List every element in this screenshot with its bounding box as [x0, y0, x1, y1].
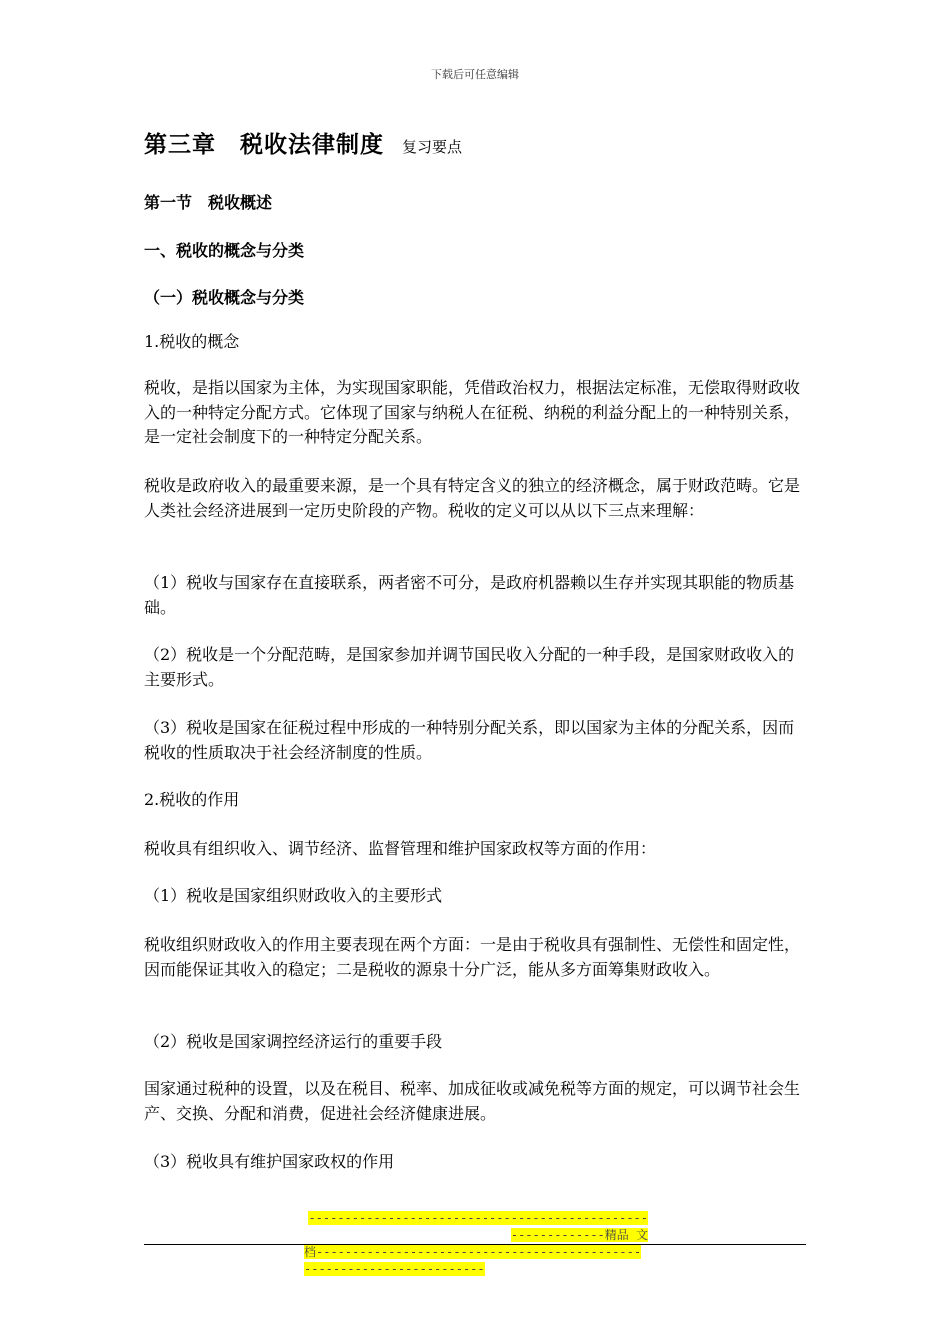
item-title-role: 2.税收的作用 — [144, 790, 240, 809]
chapter-main-title: 第三章 税收法律制度 — [144, 132, 384, 158]
point-1: （1）税收与国家存在直接联系，两者密不可分，是政府机器赖以生存并实现其职能的物质基础。 — [144, 573, 795, 617]
item-title-concept: 1.税收的概念 — [144, 332, 240, 351]
header-note: 下载后可任意编辑 — [431, 68, 519, 81]
chapter-subtitle: 复习要点 — [402, 138, 463, 156]
paragraph-roles: 税收具有组织收入、调节经济、监督管理和维护国家政权等方面的作用： — [144, 839, 657, 858]
paragraph-definition: 税收，是指以国家为主体，为实现国家职能，凭借政治权力，根据法定标准，无偿取得财政收入的一种特定分配方式。它体现了国家与纳税人在征税、纳税的利益分配上的一种特别关系，是一定社会制度下的一种特定分配关系。 — [144, 378, 801, 446]
point-2: （2）税收是一个分配范畴，是国家参加并调节国民收入分配的一种手段，是国家财政收入的主要形式。 — [144, 645, 795, 689]
role-2: （2）税收是国家调控经济运行的重要手段 — [144, 1032, 443, 1051]
footer-rule — [144, 1244, 806, 1245]
footer-line-1: ------------------------------------------------------------精品 文 — [308, 1211, 648, 1242]
section-heading: 第一节 税收概述 — [144, 193, 273, 212]
chapter-title — [144, 126, 462, 159]
paragraph-role-2: 国家通过税种的设置，以及在税目、税率、加成征收或减免税等方面的规定，可以调节社会生产、交换、分配和消费，促进社会经济健康进展。 — [144, 1079, 801, 1123]
paragraph-source: 税收是政府收入的最重要来源，是一个具有特定含义的独立的经济概念，属于财政范畴。它是人类社会经济进展到一定历史阶段的产物。税收的定义可以从以下三点来理解： — [144, 476, 801, 520]
paragraph-role-1: 税收组织财政收入的作用主要表现在两个方面：一是由于税收具有强制性、无偿性和固定性，因而能保证其收入的稳定；二是税收的源泉十分广泛，能从多方面筹集财政收入。 — [144, 935, 801, 979]
role-1: （1）税收是国家组织财政收入的主要形式 — [144, 886, 443, 905]
footer-line-2: 档---------------------------------------------------------------------- — [304, 1245, 642, 1276]
role-3: （3）税收具有维护国家政权的作用 — [144, 1152, 395, 1171]
heading-level-1: 一、税收的概念与分类 — [144, 241, 305, 260]
heading-level-2: （一）税收概念与分类 — [144, 288, 305, 307]
point-3: （3）税收是国家在征税过程中形成的一种特别分配关系，即以国家为主体的分配关系，因而税收的性质取决于社会经济制度的性质。 — [144, 718, 795, 762]
